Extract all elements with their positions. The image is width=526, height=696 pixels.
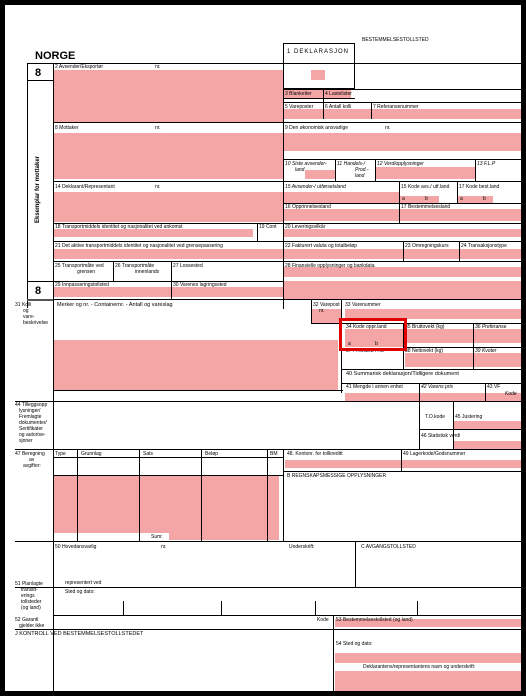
field-26-label-b: innenlands	[135, 269, 160, 275]
field-19-label: 19 Cont	[259, 224, 277, 230]
sub-b-2: b	[483, 196, 486, 202]
field-38-area[interactable]	[405, 353, 521, 367]
field-14-area[interactable]	[53, 192, 283, 222]
field-33-label: 33 Varenummer	[345, 302, 381, 308]
field-15a-area[interactable]	[399, 196, 439, 203]
field-10-label: 10 Siste avsender-	[285, 161, 327, 167]
field-21-label: 21 Det aktive transportmiddels identitet og nasjonalitet ved grensepassering	[55, 243, 223, 249]
field-29-area[interactable]	[53, 287, 171, 297]
field-37-label: 37 PROSEDYRE	[346, 348, 385, 354]
represented-label: representert ved	[65, 580, 102, 586]
field-11-label: 11 Handels-/	[337, 161, 365, 167]
field-49-label: 49 Lagerkode/Godsnummer	[403, 451, 466, 457]
field-29-label: 29 Innpasseringstollsted	[55, 282, 109, 288]
field-2-label: 2 Avsender/Eksportør	[55, 64, 103, 70]
field-51-label-d: tollsteder	[21, 599, 42, 605]
field-52-label: 52 Garanti	[15, 617, 39, 623]
section-j-label: J KONTROLL VED BESTEMMELSESTOLLSTEDET	[15, 631, 144, 637]
field-7-label: 7 Referansenummer	[373, 104, 419, 110]
nr-label-8: nr.	[155, 125, 161, 131]
field-50-label: 50 Hovedansvarlig	[55, 544, 97, 550]
field-10-label-b: land	[295, 167, 305, 173]
field-51-label: 51 Planlagte	[15, 581, 43, 587]
field-20-area[interactable]	[283, 229, 521, 237]
field-31-label-b: og	[23, 308, 29, 314]
highlight-box	[339, 318, 407, 351]
sub-b-34: b	[375, 341, 378, 347]
field-15-area[interactable]	[283, 192, 399, 203]
field-15-label: 15 Avsender-/ utførselsland	[285, 184, 346, 190]
sub-b: b	[425, 196, 428, 202]
field-44-label-c: Fremlagte	[19, 414, 42, 420]
field-44-label-d: dokumenter/	[19, 420, 47, 426]
sub-a-34: a	[348, 341, 351, 347]
field-4-label: 4 Lastelister	[325, 91, 352, 97]
sum-label: Sum:	[151, 534, 163, 540]
tokode-label: T.O.kode	[425, 414, 446, 420]
field-54-area[interactable]	[335, 653, 521, 663]
field-15a-label: 15 Kode avs./ utf.land	[401, 184, 450, 190]
field-17-area[interactable]	[399, 209, 521, 221]
field-8-area[interactable]	[53, 133, 283, 179]
field-5-area[interactable]	[283, 109, 323, 119]
field-52-label-b: gjelder ikke	[19, 623, 45, 629]
field-54b-area[interactable]	[335, 671, 521, 691]
field-46-label: 46 Statistisk verdi	[421, 433, 461, 439]
field-34-label: 34 Kode oppr.land	[346, 324, 387, 330]
field-47-label-c: avgifter:	[23, 463, 41, 469]
country-title: NORGE	[35, 50, 76, 62]
field-17a-label: 17 Kode best.land	[459, 184, 500, 190]
field-54-label: 54 Sted og dato:	[336, 641, 373, 647]
signature-label: Underskrift:	[289, 544, 315, 550]
field-47-label-b: av	[29, 457, 35, 463]
field-30-area[interactable]	[171, 287, 283, 297]
field-44-label-b: lysninger/	[19, 408, 41, 414]
field-24-label: 24 Transaksjonstype	[461, 243, 507, 249]
field-53-label: 53 Bestemmelsestollsted (og land)	[336, 617, 413, 623]
field-31-caption: Merker og nr. - Containernr. - Antall og vareslag	[57, 302, 173, 308]
field-44-label-g: sjoner	[19, 438, 33, 444]
field-51-label-b: transitt-	[21, 587, 38, 593]
field-18-label: 18 Transportmiddels identitet og nasjonalitet ved ankomst	[55, 224, 183, 230]
field-35-label: 35 Bruttovekt (kg)	[405, 324, 445, 330]
field-43-label: 43 VF	[487, 384, 501, 390]
field-5-label: 5 Vareposter	[285, 104, 314, 110]
field-11-label-b: Prod.-	[355, 167, 369, 173]
field-30-label: 30 Varenes lagringssted	[173, 282, 227, 288]
nr-label: nr.	[155, 64, 161, 70]
field-41-area[interactable]	[345, 393, 521, 401]
field-42-label: 42 Varens pris	[421, 384, 454, 390]
field-2-area[interactable]	[53, 70, 283, 122]
field-48-label: 48. Kontonr. for tollkreditt	[287, 451, 343, 457]
field-28-extra-area[interactable]	[283, 281, 521, 299]
section-a-label: BESTEMMELSESTOLLSTED	[362, 37, 429, 43]
field-18-area[interactable]	[53, 229, 253, 237]
place-date-label: Sted og dato:	[65, 589, 95, 595]
nr-label-9: nr.	[385, 125, 391, 131]
col-type: Type	[55, 451, 66, 457]
field-36-label: 36 Preferanse	[475, 324, 507, 330]
field-32-label-b: nr.	[319, 308, 325, 314]
field-44-label: 44 Tilleggsopp	[15, 402, 48, 408]
field-38-label: 38 Nettovekt (kg)	[405, 348, 444, 354]
field-32-label: 32 Varepost	[313, 302, 340, 308]
nr-label-50: nr.	[161, 544, 167, 550]
sub-a: a	[402, 196, 405, 202]
col-sats: Sats	[143, 451, 154, 457]
field-22-area[interactable]	[283, 249, 521, 259]
field-10-area[interactable]	[305, 170, 335, 179]
field-47-area[interactable]	[53, 475, 279, 533]
field-26-label: 26 Transportmåte	[115, 263, 155, 269]
field-31-area[interactable]	[53, 340, 338, 390]
field-22-label: 22 Fakturert valuta og totalbeløp	[285, 243, 357, 249]
section-c-label: C AVGANGSTOLLSTED	[361, 544, 416, 550]
field-9-label: 9 Den økonomisk ansvarlige	[285, 125, 349, 131]
field-13-label: 13 F.L.P	[477, 161, 496, 167]
field-45-label: 45 Justering	[455, 414, 483, 420]
field-31-label-d: beskrivelse	[23, 320, 49, 326]
section-b-label: B REGNSKAPSMESSIGE OPPLYSNINGER	[287, 473, 387, 479]
field-27-label: 27 Lossested	[173, 263, 203, 269]
field-32-area[interactable]	[311, 309, 341, 323]
field-31-label: 31 Kolli	[15, 302, 32, 308]
field-41-label: 41 Mengde i annen enhet	[346, 384, 403, 390]
kode-label: Kode	[317, 617, 329, 623]
field-28-label: 28 Finansielle opplysninger og bankdata	[285, 263, 375, 269]
field-25-label-b: grensen	[77, 269, 96, 275]
field-43-label-b: Kode	[505, 391, 517, 397]
field-17-label: 17 Bestemmelsesland	[401, 204, 451, 210]
field-25-label: 25 Transportmåte ved	[55, 263, 104, 269]
field-21-area[interactable]	[53, 249, 283, 259]
form-code-2: 8	[35, 285, 42, 297]
field-44-label-e: Sertifikater	[19, 426, 43, 432]
field-3-label: 3 Blanketter	[285, 91, 312, 97]
field-46-area[interactable]	[453, 441, 521, 449]
field-35-area[interactable]	[405, 329, 521, 343]
field-8-label: 8 Mottaker	[55, 125, 79, 131]
side-label: Eksemplar for mottaker	[35, 155, 41, 223]
field-12-label: 12 Verdiopplysninger	[377, 161, 424, 167]
field-51-label-e: (og land)	[21, 605, 41, 611]
field-45-area[interactable]	[453, 421, 521, 429]
col-grunnlag: Grunnlag	[81, 451, 102, 457]
field-51-label-c: erings	[21, 593, 35, 599]
field-9-area[interactable]	[283, 133, 521, 151]
field-11-label-c: land	[355, 173, 365, 179]
field-23-label: 23 Omregningskurs	[405, 243, 449, 249]
field-40-label: 40 Summarisk deklarasjon/Tidligere dokument	[346, 371, 459, 377]
sub-a-2: a	[460, 196, 463, 202]
field-39-label: 39 Kvoter	[475, 348, 497, 354]
nr-label-14: nr.	[155, 184, 161, 190]
field-48-area[interactable]	[285, 460, 521, 468]
sum-area[interactable]	[169, 532, 279, 540]
field-16-area[interactable]	[283, 209, 399, 221]
field-44-label-f: og autorise-	[19, 432, 46, 438]
form-code: 8	[35, 67, 42, 79]
field-31-label-c: vare-	[23, 314, 35, 320]
field-7-area[interactable]	[371, 109, 521, 119]
field-20-label: 20 Leveringsvilkår	[285, 224, 326, 230]
field-47-label: 47 Beregning	[15, 451, 45, 457]
field-14-label: 14 Deklarant/Representant	[55, 184, 115, 190]
field-6-area[interactable]	[323, 109, 371, 119]
col-bm: BM	[270, 451, 278, 457]
col-belop: Beløp	[205, 451, 219, 457]
field-54b-label: Deklarantens/representantens navn og underskrift:	[363, 664, 476, 670]
customs-declaration-form	[5, 5, 521, 691]
field-16-label: 16 Opprinnelsesland	[285, 204, 331, 210]
field-12-area[interactable]	[375, 167, 475, 179]
declaration-label: 1 DEKLARASJON	[287, 49, 350, 55]
field-6-label: 6 Antall kolli	[325, 104, 352, 110]
